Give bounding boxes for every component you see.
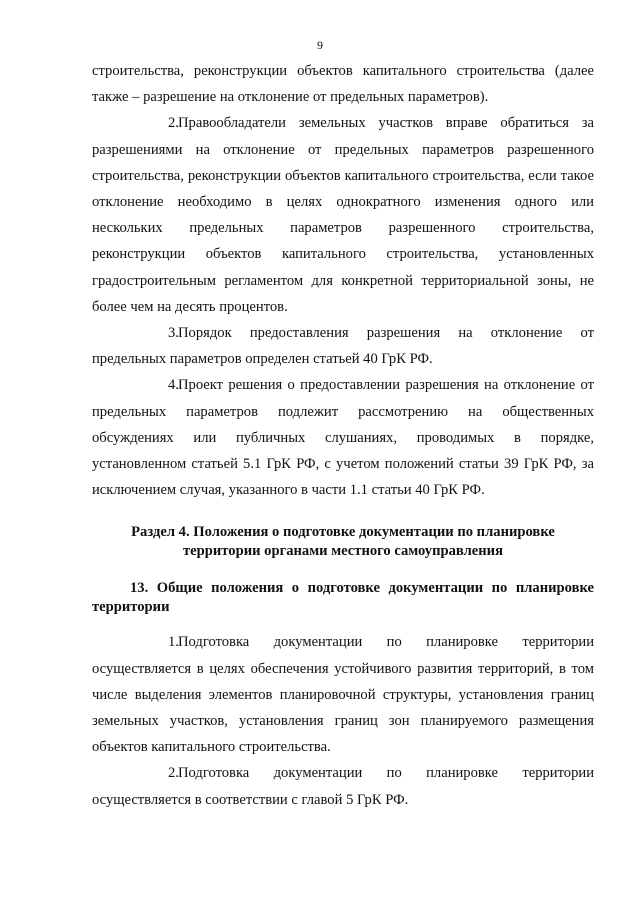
list-item-3 [92,320,594,372]
page-number: 9 [317,38,323,52]
continuation-paragraph: строительства, реконструкции объектов капитального строительства (далее также – разрешение на отклонение от предельных параметров). [92,63,594,106]
article-subheading: 13. Общие положения о подготовке документации по планировке территории [92,580,594,616]
list-item-number: 1. [168,634,179,651]
list-item-number: 4. [168,377,179,394]
section-heading [92,523,594,561]
list-item-text: Проект решения о предоставлении разрешения на отклонение от предельных параметров подлежит рассмотрению на общественных обсуждениях или публичных слушаниях, проводимых в порядке, установленном статьей 5.1 ГрК РФ, с учетом положений статьи 39 ГрК РФ, за исключением случая, указанного в части 1.1 статьи 40 ГрК РФ. [92,377,594,499]
list-item-text: Правообладатели земельных участков вправе обратиться за разрешениями на отклонение от предельных параметров разрешенного строительства, реконструкции объектов капитального строительства, если такое отклонение необходимо в целях однократного изменения одного или нескольких предельных параметров разрешенного строительства, реконструкции объектов капитального строительства, установленных градостроительным регламентом для конкретной территориальной зоны, не более чем на десять процентов. [92,115,594,315]
list-item-text: Подготовка документации по планировке территории осуществляется в соответствии с главой 5 ГрК РФ. [92,765,594,808]
list-item-4 [92,372,594,503]
list-item-1 [92,629,594,760]
list-item-number: 2. [168,115,179,132]
section-heading-line-2: территории органами местного самоуправления [183,543,503,560]
list-item-2 [92,110,594,320]
list-item-text: Порядок предоставления разрешения на отклонение от предельных параметров определен статьей 40 ГрК РФ. [92,325,594,368]
list-item-2b [92,760,594,812]
list-item-number: 3. [168,325,179,342]
page-content [92,58,594,813]
list-item-text: Подготовка документации по планировке территории осуществляется в целях обеспечения устойчивого развития территорий, в том числе выделения элементов планировочной структуры, установления границ земельных участков, установления границ зон планируемого размещения объектов капитального строительства. [92,634,594,756]
section-heading-line-1: Раздел 4. Положения о подготовке документации по планировке [131,524,555,541]
list-item-number: 2. [168,765,179,782]
